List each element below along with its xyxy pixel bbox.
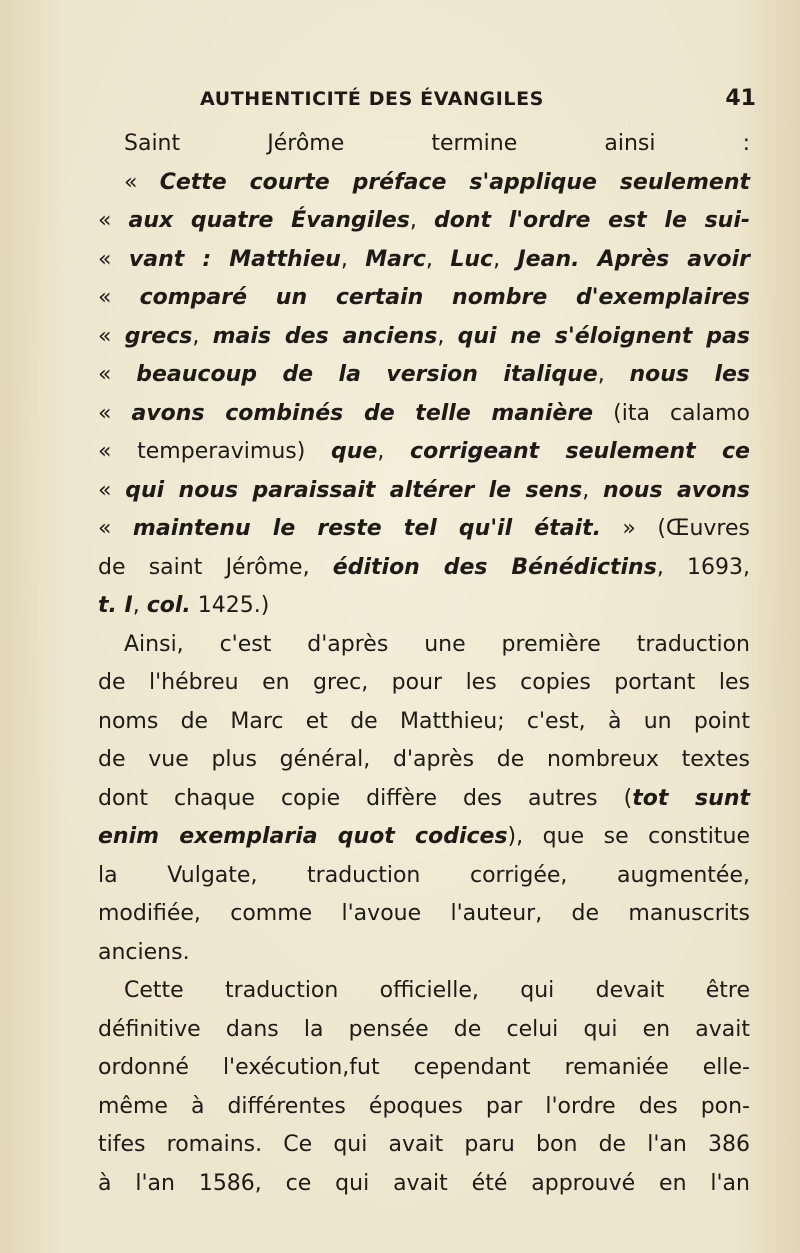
text-segment: « bbox=[98, 208, 129, 233]
text-segment: , bbox=[340, 246, 366, 272]
text-line bbox=[98, 934, 750, 973]
text-line bbox=[98, 703, 750, 742]
text-segment: , bbox=[582, 477, 604, 503]
text-line bbox=[98, 972, 750, 1011]
text-segment: ), que se constitue bbox=[507, 824, 750, 849]
text-segment: de vue plus général, d'après de nombreux textes bbox=[98, 747, 750, 772]
text-segment: , bbox=[425, 246, 451, 272]
text-segment: « bbox=[98, 246, 129, 272]
text-segment: , 1693, bbox=[656, 554, 751, 580]
text-line bbox=[98, 510, 750, 549]
text-segment: , bbox=[597, 362, 630, 387]
text-segment: modifiée, comme l'avoue l'auteur, de manuscrits bbox=[98, 901, 750, 926]
text-line bbox=[98, 818, 750, 857]
text-segment: « bbox=[98, 400, 132, 426]
text-segment: (ita calamo bbox=[593, 400, 751, 426]
body-text bbox=[98, 125, 750, 1203]
text-segment: , bbox=[377, 439, 411, 464]
text-segment: , bbox=[192, 323, 213, 349]
text-segment: même à différentes époques par l'ordre des pon- bbox=[98, 1093, 750, 1119]
text-segment: à l'an 1586, ce qui avait été approuvé en l'an bbox=[98, 1170, 750, 1196]
italic-text-segment: Luc bbox=[450, 246, 494, 272]
text-line bbox=[98, 164, 750, 203]
text-line bbox=[98, 356, 750, 395]
text-segment: 1425.) bbox=[190, 593, 270, 618]
italic-text-segment: maintenu le reste tel qu'il était. bbox=[132, 516, 601, 541]
text-line bbox=[98, 318, 750, 357]
text-segment: « bbox=[98, 362, 137, 387]
italic-text-segment: enim exemplaria quot codices bbox=[98, 824, 508, 849]
italic-text-segment: Marc bbox=[365, 246, 426, 272]
italic-text-segment: corrigeant seulement ce bbox=[410, 439, 750, 464]
text-segment: dont chaque copie diffère des autres ( bbox=[98, 785, 633, 811]
italic-text-segment: édition des Bénédictins bbox=[332, 554, 657, 580]
text-segment: » (Œuvres bbox=[600, 516, 750, 541]
text-segment: Cette traduction officielle, qui devait être bbox=[124, 978, 750, 1003]
text-segment: Ainsi, c'est d'après une première traduction bbox=[124, 631, 750, 657]
italic-text-segment: tot sunt bbox=[632, 785, 750, 811]
text-segment: « bbox=[98, 323, 125, 349]
italic-text-segment: vant : Matthieu bbox=[128, 246, 341, 272]
italic-text-segment: t. I bbox=[98, 593, 133, 618]
italic-text-segment: dont l'ordre est le sui- bbox=[433, 208, 751, 233]
text-segment: « bbox=[98, 477, 126, 503]
text-line bbox=[98, 202, 750, 241]
italic-text-segment: Jean. Après avoir bbox=[517, 246, 750, 272]
text-line bbox=[98, 1088, 750, 1127]
text-segment: définitive dans la pensée de celui qui en avait bbox=[98, 1016, 750, 1042]
text-segment: , bbox=[437, 323, 458, 349]
text-line bbox=[98, 125, 750, 164]
text-line bbox=[98, 741, 750, 780]
text-line bbox=[98, 626, 750, 665]
text-line bbox=[98, 472, 750, 511]
text-line bbox=[98, 395, 750, 434]
text-line bbox=[98, 1126, 750, 1165]
text-segment: la Vulgate, traduction corrigée, augmentée, bbox=[98, 862, 750, 888]
text-segment: anciens. bbox=[98, 939, 190, 965]
text-segment: , bbox=[493, 246, 518, 272]
text-line bbox=[98, 241, 750, 280]
italic-text-segment: Cette courte préface s'applique seulement bbox=[159, 169, 750, 195]
text-line bbox=[98, 857, 750, 896]
italic-text-segment: aux quatre Évangiles bbox=[128, 208, 410, 233]
text-segment: tifes romains. Ce qui avait paru bon de l'an 386 bbox=[98, 1132, 750, 1157]
italic-text-segment: grecs bbox=[124, 323, 193, 349]
text-line bbox=[98, 587, 750, 626]
italic-text-segment: comparé un certain nombre d'exemplaires bbox=[139, 285, 751, 310]
text-line bbox=[98, 895, 750, 934]
text-segment: ordonné l'exécution,fut cependant remaniée elle- bbox=[98, 1055, 750, 1080]
text-segment: Saint Jérôme termine ainsi : bbox=[124, 131, 750, 156]
text-segment: , bbox=[409, 208, 434, 233]
text-line bbox=[98, 780, 750, 819]
text-segment: « bbox=[98, 285, 140, 310]
text-line bbox=[98, 279, 750, 318]
italic-text-segment: qui ne s'éloignent pas bbox=[457, 323, 750, 349]
text-segment: , bbox=[132, 593, 147, 618]
page-number: 41 bbox=[725, 86, 756, 111]
italic-text-segment: avons combinés de telle manière bbox=[131, 400, 594, 426]
italic-text-segment: qui nous paraissait altérer le sens bbox=[125, 477, 583, 503]
italic-text-segment: col. bbox=[146, 593, 191, 618]
text-line bbox=[98, 433, 750, 472]
italic-text-segment: mais des anciens bbox=[212, 323, 438, 349]
italic-text-segment: beaucoup de la version italique bbox=[136, 362, 598, 387]
italic-text-segment: nous avons bbox=[603, 477, 751, 503]
page-header bbox=[200, 88, 760, 112]
text-segment: de saint Jérôme, bbox=[98, 554, 333, 580]
text-line bbox=[98, 549, 750, 588]
running-title: AUTHENTICITÉ DES ÉVANGILES bbox=[200, 88, 544, 110]
text-segment: « bbox=[124, 169, 160, 195]
italic-text-segment: nous les bbox=[629, 362, 751, 387]
text-line bbox=[98, 1011, 750, 1050]
text-line bbox=[98, 664, 750, 703]
text-segment: « bbox=[98, 516, 133, 541]
text-segment: noms de Marc et de Matthieu; c'est, à un point bbox=[98, 708, 750, 734]
text-line bbox=[98, 1049, 750, 1088]
text-segment: de l'hébreu en grec, pour les copies portant les bbox=[98, 670, 750, 695]
text-segment: « temperavimus) bbox=[98, 439, 332, 464]
text-line bbox=[98, 1165, 750, 1204]
italic-text-segment: que bbox=[331, 439, 378, 464]
